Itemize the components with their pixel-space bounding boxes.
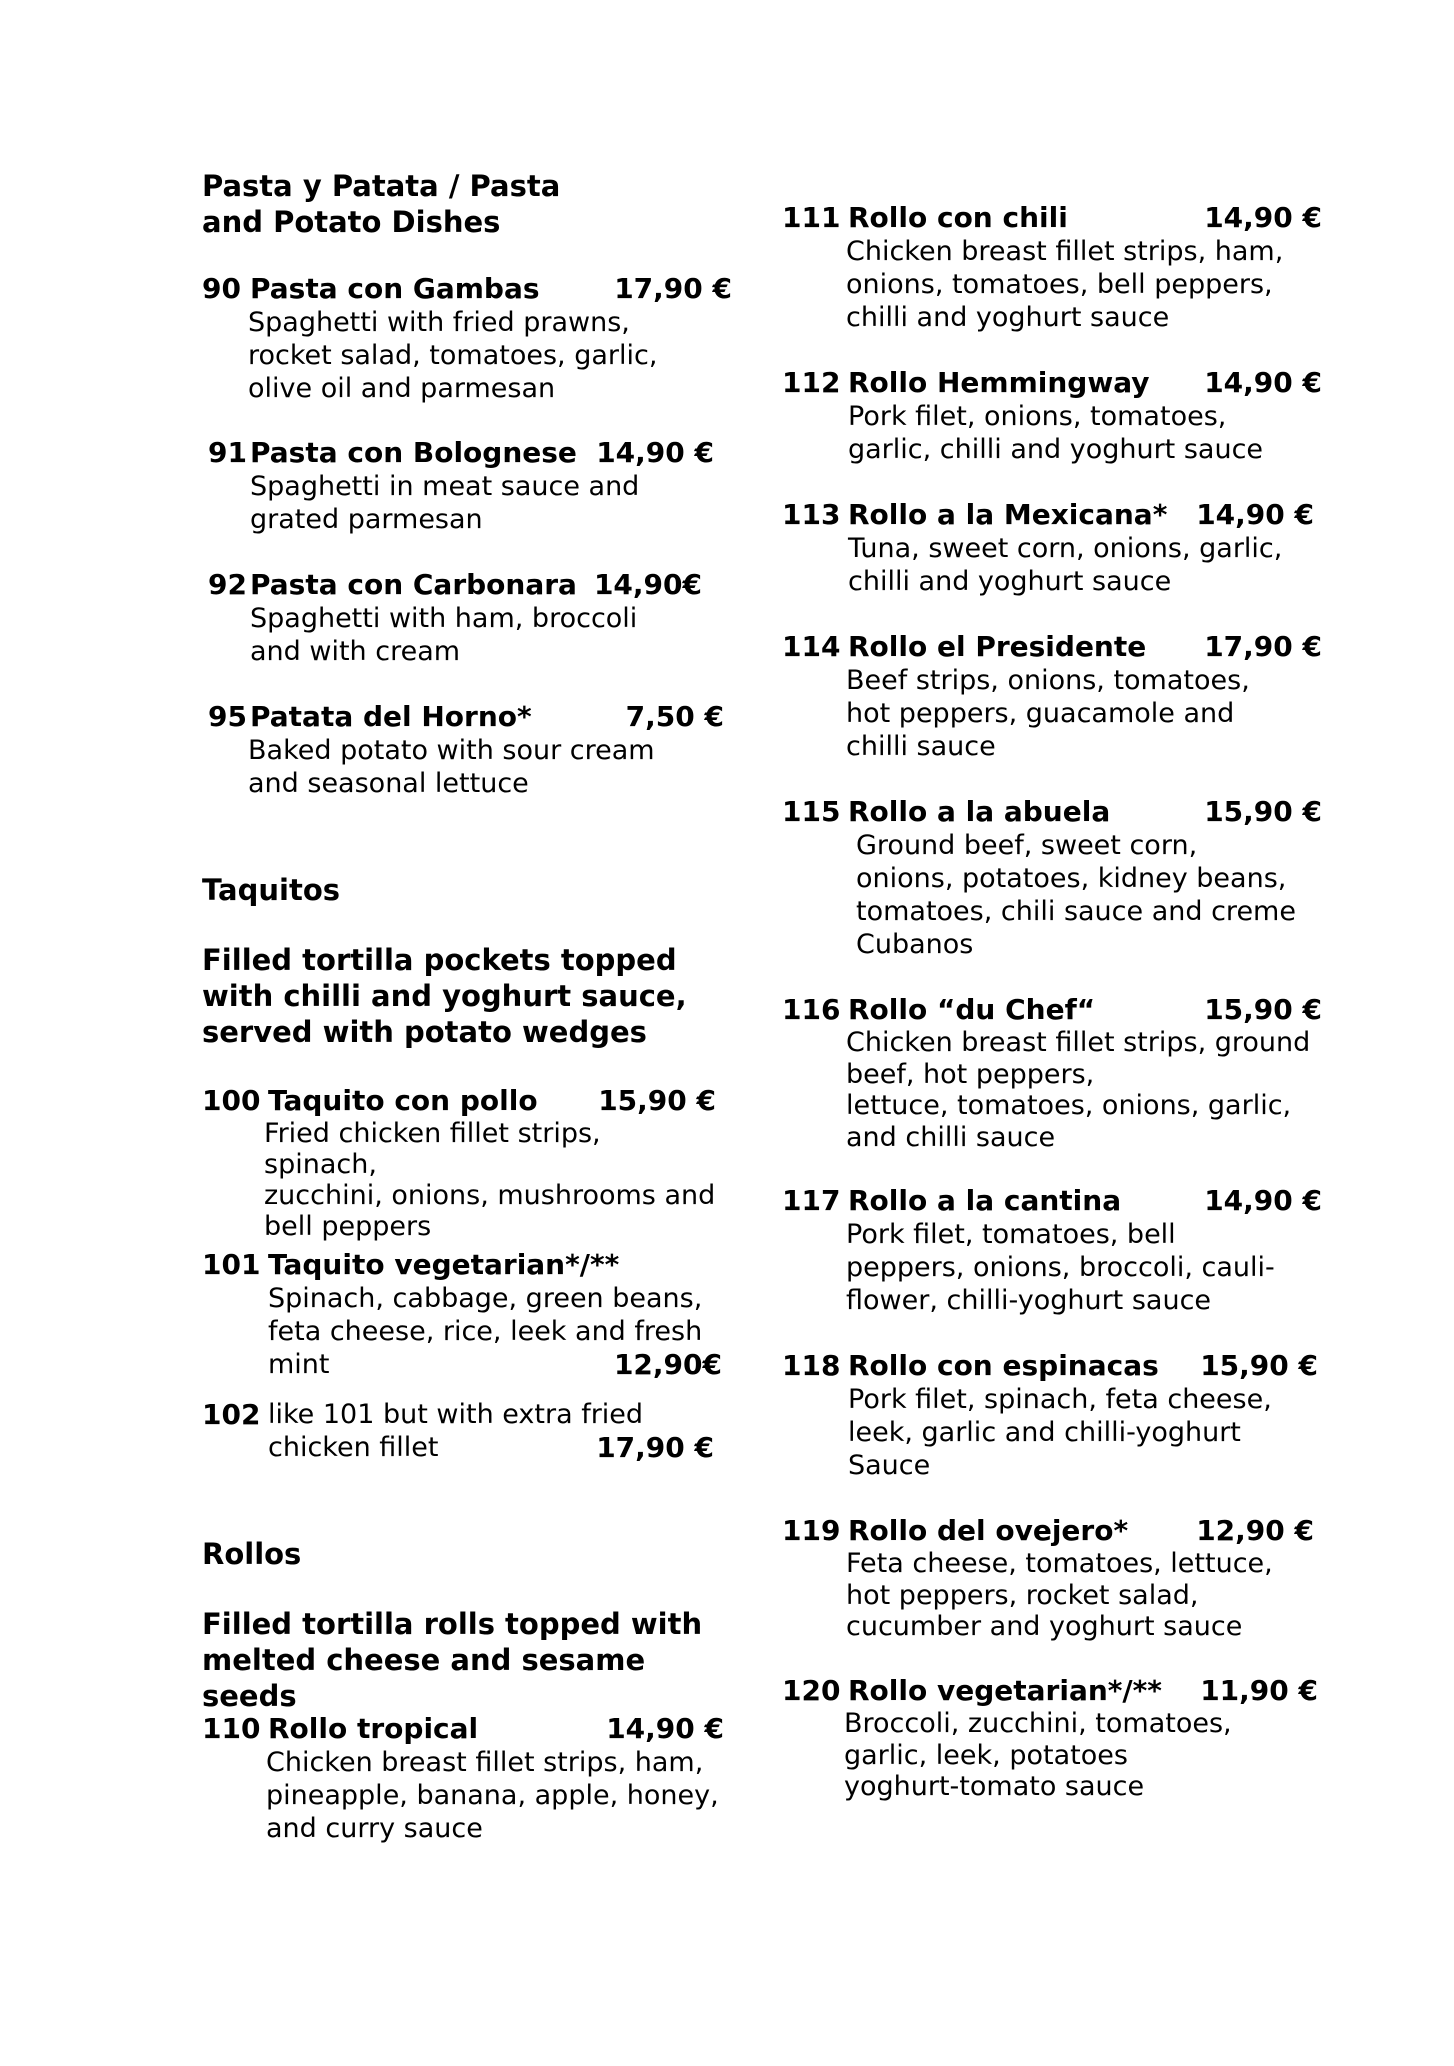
menu-item-92 [202, 568, 702, 668]
item-number: 110 [202, 1712, 261, 1745]
item-price: 11,90 € [1200, 1674, 1318, 1707]
item-number: 111 [782, 201, 841, 234]
item-price: 12,90 € [1196, 1514, 1314, 1547]
menu-item-101 [202, 1248, 722, 1381]
menu-item-95 [202, 700, 724, 800]
menu-item-111 [782, 201, 1322, 334]
menu-item-116 [782, 993, 1322, 1153]
item-description: Pork filet, spinach, feta cheese, leek, garlic and chilli-yoghurt Sauce [848, 1384, 1272, 1481]
item-name: Rollo “du Chef“ [848, 993, 1096, 1026]
item-description: Broccoli, zucchini, tomatoes, garlic, leek, potatoes yoghurt-tomato sauce [844, 1708, 1232, 1802]
item-description: Pork filet, tomatoes, bell peppers, onions, broccoli, cauli- flower, chilli-yoghurt sauce [846, 1219, 1275, 1316]
item-number: 113 [782, 498, 841, 531]
item-number: 114 [782, 630, 841, 663]
menu-item-112 [782, 366, 1322, 466]
item-name: Rollo a la Mexicana* [848, 498, 1168, 531]
item-price: 12,90€ [613, 1348, 722, 1381]
item-description: Ground beef, sweet corn, onions, potatoes, kidney beans, tomatoes, chili sauce and creme Cubanos [856, 830, 1296, 960]
item-number: 95 [208, 700, 247, 733]
menu-item-91 [202, 436, 714, 536]
item-price: 14,90 € [1204, 201, 1322, 234]
item-description: Tuna, sweet corn, onions, garlic, chilli and yoghurt sauce [848, 533, 1283, 597]
item-number: 91 [208, 436, 247, 469]
item-price: 15,90 € [1204, 993, 1322, 1026]
item-price: 14,90 € [606, 1712, 724, 1745]
menu-item-113 [782, 498, 1314, 598]
item-name: Rollo tropical [268, 1712, 479, 1745]
item-name: Pasta con Gambas [250, 272, 540, 305]
item-number: 119 [782, 1514, 841, 1547]
taquitos-section-title: Taquitos [202, 873, 341, 907]
menu-item-118 [782, 1349, 1318, 1482]
item-description: Chicken breast fillet strips, ground beef, hot peppers, lettuce, tomatoes, onions, garlic, and chilli sauce [846, 1027, 1311, 1153]
item-name: Rollo el Presidente [848, 630, 1147, 663]
item-number: 120 [782, 1674, 841, 1707]
item-price: 7,50 € [625, 700, 724, 733]
item-name: Patata del Horno* [250, 700, 532, 733]
item-price: 15,90 € [1204, 795, 1322, 828]
item-description: Feta cheese, tomatoes, lettuce, hot peppers, rocket salad, cucumber and yoghurt sauce [846, 1548, 1273, 1642]
item-price: 17,90 € [596, 1431, 714, 1464]
item-number: 90 [202, 272, 241, 305]
item-description: Spaghetti with ham, broccoli and with cream [250, 603, 638, 667]
item-price: 14,90 € [1204, 1184, 1322, 1217]
item-number: 100 [202, 1084, 261, 1117]
menu-item-117 [782, 1184, 1322, 1317]
item-name: Rollo con chili [848, 201, 1068, 234]
item-description: Spaghetti in meat sauce and grated parmesan [250, 471, 640, 535]
menu-item-120 [782, 1674, 1318, 1803]
item-name: Rollo con espinacas [848, 1349, 1159, 1382]
item-description: Chicken breast fillet strips, ham, onions, tomatoes, bell peppers, chilli and yoghurt sauce [846, 236, 1284, 333]
item-name: Pasta con Bolognese [250, 436, 577, 469]
item-price: 14,90€ [593, 568, 702, 601]
item-number: 92 [208, 568, 247, 601]
item-name: Rollo a la abuela [848, 795, 1111, 828]
item-number: 118 [782, 1349, 841, 1382]
item-number: 115 [782, 795, 841, 828]
item-description: Fried chicken fillet strips, spinach, zucchini, onions, mushrooms and bell peppers [264, 1118, 716, 1242]
item-price: 15,90 € [598, 1084, 716, 1117]
rollos-subtitle: Filled tortilla rolls topped with melted cheese and sesame seeds [202, 1607, 703, 1713]
item-name: Rollo a la cantina [848, 1184, 1122, 1217]
item-description: Spinach, cabbage, green beans, feta cheese, rice, leek and fresh mint [268, 1283, 703, 1380]
item-number: 112 [782, 366, 841, 399]
menu-item-115 [782, 795, 1322, 961]
item-name: Rollo del ovejero* [848, 1514, 1129, 1547]
item-price: 15,90 € [1200, 1349, 1318, 1382]
menu-item-90 [202, 272, 732, 405]
item-number: 102 [202, 1398, 261, 1431]
item-price: 14,90 € [1196, 498, 1314, 531]
item-number: 116 [782, 993, 841, 1026]
item-price: 14,90 € [596, 436, 714, 469]
taquitos-subtitle: Filled tortilla pockets topped with chilli and yoghurt sauce, served with potato wedges [202, 943, 687, 1049]
menu-item-102 [202, 1398, 714, 1464]
item-description: Beef strips, onions, tomatoes, hot peppers, guacamole and chilli sauce [846, 665, 1250, 762]
item-description: Pork filet, onions, tomatoes, garlic, chilli and yoghurt sauce [848, 401, 1264, 465]
item-name: Taquito vegetarian*/** [268, 1248, 620, 1281]
menu-item-114 [782, 630, 1322, 763]
item-price: 14,90 € [1204, 366, 1322, 399]
item-name: Pasta con Carbonara [250, 568, 577, 601]
item-description: like 101 but with extra fried chicken fillet [268, 1399, 644, 1463]
item-name: Rollo vegetarian*/** [848, 1674, 1162, 1707]
item-number: 101 [202, 1248, 261, 1281]
item-description: Spaghetti with fried prawns, rocket salad, tomatoes, garlic, olive oil and parmesan [248, 307, 658, 404]
item-name: Rollo Hemmingway [848, 366, 1150, 399]
item-number: 117 [782, 1184, 841, 1217]
menu-item-119 [782, 1514, 1314, 1643]
item-name: Taquito con pollo [268, 1084, 538, 1117]
item-description: Chicken breast fillet strips, ham, pineapple, banana, apple, honey, and curry sauce [266, 1747, 719, 1844]
menu-item-110 [202, 1712, 724, 1845]
item-price: 17,90 € [1204, 630, 1322, 663]
rollos-section-title: Rollos [202, 1537, 302, 1571]
item-price: 17,90 € [614, 272, 732, 305]
item-description: Baked potato with sour cream and seasonal lettuce [248, 735, 655, 799]
pasta-section-title: Pasta y Patata / Pasta and Potato Dishes [202, 169, 561, 239]
menu-item-100 [202, 1084, 716, 1242]
